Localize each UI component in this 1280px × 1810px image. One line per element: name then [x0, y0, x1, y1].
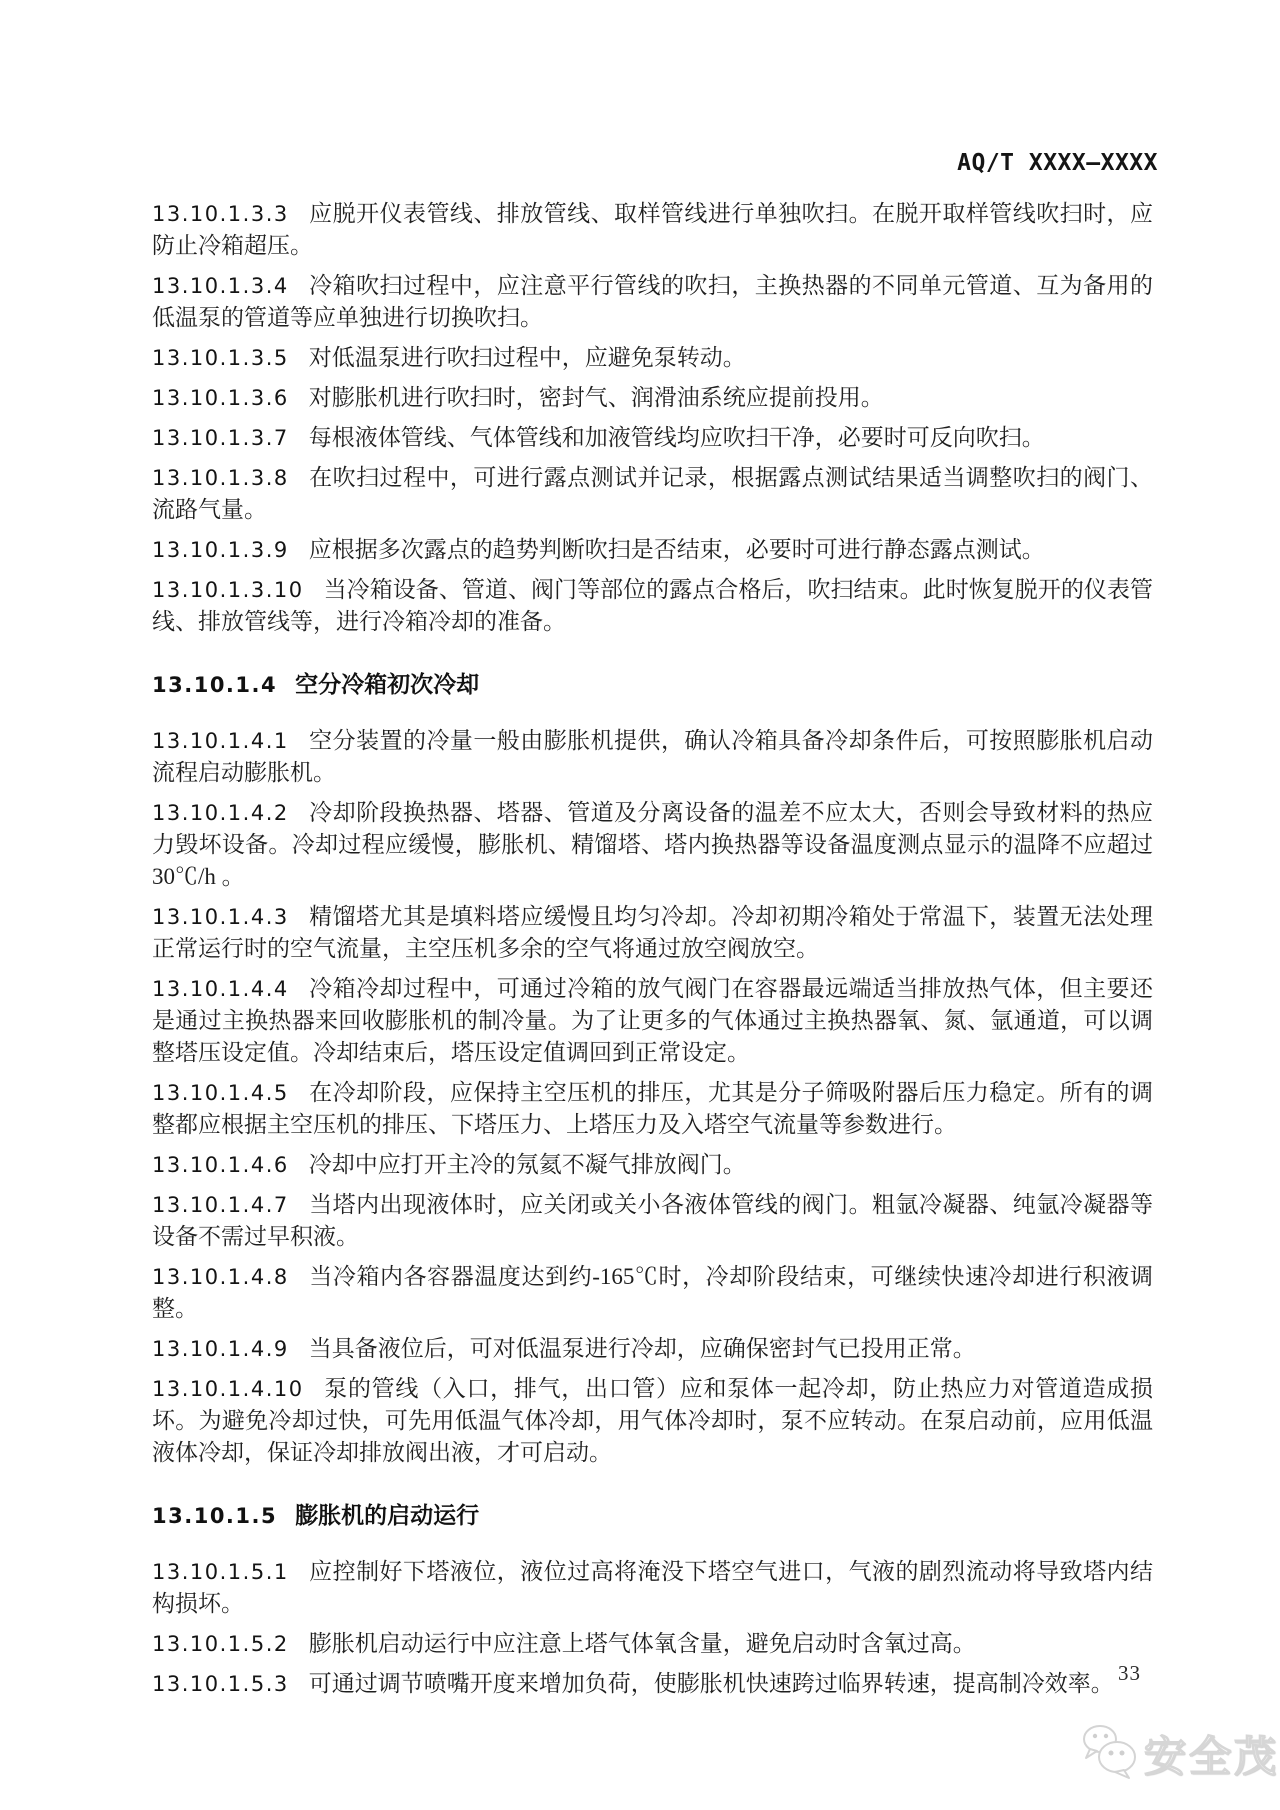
clause-text: 应根据多次露点的趋势判断吹扫是否结束，必要时可进行静态露点测试。 — [308, 537, 1045, 562]
clause-text: 当冷箱内各容器温度达到约-165℃时，冷却阶段结束，可继续快速冷却进行积液调整。 — [152, 1264, 1153, 1321]
clause-paragraph — [152, 1261, 1153, 1325]
clause-paragraph — [152, 574, 1153, 638]
clause-text: 冷却中应打开主冷的氖氦不凝气排放阀门。 — [308, 1152, 746, 1177]
clause-number: 13.10.1.4.1 — [152, 729, 289, 753]
clause-text: 在冷却阶段，应保持主空压机的排压，尤其是分子筛吸附器后压力稳定。所有的调整都应根据主空压机的排压、下塔压力、上塔压力及入塔空气流量等参数进行。 — [152, 1080, 1153, 1137]
watermark — [1080, 1722, 1279, 1785]
clause-number: 13.10.1.3.7 — [152, 426, 289, 450]
clause-text: 冷却阶段换热器、塔器、管道及分离设备的温差不应太大，否则会导致材料的热应力毁坏设备。冷却过程应缓慢，膨胀机、精馏塔、塔内换热器等设备温度测点显示的温降不应超过 30℃/h 。 — [152, 800, 1153, 889]
clause-paragraph — [152, 1077, 1153, 1141]
clause-text: 应控制好下塔液位，液位过高将淹没下塔空气进口，气液的剧烈流动将导致塔内结构损坏。 — [152, 1559, 1153, 1616]
clause-text: 精馏塔尤其是填料塔应缓慢且均匀冷却。冷却初期冷箱处于常温下，装置无法处理正常运行时的空气流量，主空压机多余的空气将通过放空阀放空。 — [152, 904, 1153, 961]
clause-paragraph — [152, 270, 1153, 334]
clause-paragraph — [152, 382, 1153, 414]
clause-number: 13.10.1.4.5 — [152, 1081, 289, 1105]
clause-paragraph — [152, 797, 1153, 893]
clause-text: 冷箱冷却过程中，可通过冷箱的放气阀门在容器最远端适当排放热气体，但主要还是通过主换热器来回收膨胀机的制冷量。为了让更多的气体通过主换热器氧、氮、氩通道，可以调整塔压设定值。冷却结束后，塔压设定值调回到正常设定。 — [152, 976, 1153, 1065]
clause-text: 每根液体管线、气体管线和加液管线均应吹扫干净，必要时可反向吹扫。 — [308, 425, 1045, 450]
clause-text: 对低温泵进行吹扫过程中，应避免泵转动。 — [308, 345, 746, 370]
clause-paragraph — [152, 901, 1153, 965]
clause-paragraph — [152, 422, 1153, 454]
section-number: 13.10.1.5 — [152, 1504, 278, 1528]
clause-text: 当具备液位后，可对低温泵进行冷却，应确保密封气已投用正常。 — [308, 1336, 976, 1361]
clause-text: 泵的管线（入口，排气，出口管）应和泵体一起冷却，防止热应力对管道造成损坏。为避免冷却过快，可先用低温气体冷却，用气体冷却时，泵不应转动。在泵启动前，应用低温液体冷却，保证冷却排放阀出液，才可启动。 — [152, 1376, 1153, 1465]
clause-paragraph — [152, 1668, 1153, 1700]
clause-paragraph — [152, 1333, 1153, 1365]
section-heading — [152, 1499, 1153, 1532]
clause-text: 在吹扫过程中，可进行露点测试并记录，根据露点测试结果适当调整吹扫的阀门、流路气量。 — [152, 465, 1153, 522]
clause-text: 空分装置的冷量一般由膨胀机提供，确认冷箱具备冷却条件后，可按照膨胀机启动流程启动膨胀机。 — [152, 728, 1153, 785]
clause-text: 可通过调节喷嘴开度来增加负荷，使膨胀机快速跨过临界转速，提高制冷效率。 — [308, 1671, 1114, 1696]
clause-number: 13.10.1.5.1 — [152, 1560, 289, 1584]
clause-text: 冷箱吹扫过程中，应注意平行管线的吹扫，主换热器的不同单元管道、互为备用的低温泵的管道等应单独进行切换吹扫。 — [152, 273, 1153, 330]
clause-paragraph — [152, 1373, 1153, 1469]
clause-paragraph — [152, 725, 1153, 789]
clause-number: 13.10.1.4.4 — [152, 977, 289, 1001]
clause-paragraph — [152, 462, 1153, 526]
clause-text: 当塔内出现液体时，应关闭或关小各液体管线的阀门。粗氩冷凝器、纯氩冷凝器等设备不需过早积液。 — [152, 1192, 1153, 1249]
clause-paragraph — [152, 198, 1153, 262]
clause-number: 13.10.1.5.2 — [152, 1632, 289, 1656]
clause-number: 13.10.1.4.6 — [152, 1153, 289, 1177]
clause-number: 13.10.1.4.2 — [152, 801, 289, 825]
clause-paragraph — [152, 534, 1153, 566]
clause-number: 13.10.1.3.4 — [152, 274, 289, 298]
header-doc-code: AQ/T XXXX—XXXX — [957, 150, 1158, 176]
clause-number: 13.10.1.4.8 — [152, 1265, 289, 1289]
clause-number: 13.10.1.4.3 — [152, 905, 289, 929]
clause-number: 13.10.1.3.5 — [152, 346, 289, 370]
watermark-text: 安全茂 — [1144, 1732, 1280, 1780]
clause-text: 膨胀机启动运行中应注意上塔气体氧含量，避免启动时含氧过高。 — [308, 1631, 976, 1656]
section-heading — [152, 668, 1153, 701]
clause-number: 13.10.1.3.9 — [152, 538, 289, 562]
section-title: 空分冷箱初次冷却 — [295, 671, 480, 697]
clause-number: 13.10.1.4.7 — [152, 1193, 289, 1217]
clause-number: 13.10.1.3.3 — [152, 202, 289, 226]
clause-number: 13.10.1.4.10 — [152, 1377, 304, 1401]
clause-paragraph — [152, 1149, 1153, 1181]
clause-number: 13.10.1.4.9 — [152, 1337, 289, 1361]
clause-paragraph — [152, 342, 1153, 374]
clause-text: 对膨胀机进行吹扫时，密封气、润滑油系统应提前投用。 — [308, 385, 884, 410]
clause-paragraph — [152, 1628, 1153, 1660]
clause-text: 当冷箱设备、管道、阀门等部位的露点合格后，吹扫结束。此时恢复脱开的仪表管线、排放管线等，进行冷箱冷却的准备。 — [152, 577, 1153, 634]
section-title: 膨胀机的启动运行 — [295, 1502, 480, 1528]
page-number: 33 — [1118, 1661, 1141, 1685]
clause-paragraph — [152, 1189, 1153, 1253]
wechat-logo-icon — [1080, 1722, 1140, 1785]
section-number: 13.10.1.4 — [152, 673, 278, 697]
clause-number: 13.10.1.3.10 — [152, 578, 304, 602]
clause-number: 13.10.1.3.8 — [152, 466, 289, 490]
clause-paragraph — [152, 1556, 1153, 1620]
clause-paragraph — [152, 973, 1153, 1069]
clause-number: 13.10.1.3.6 — [152, 386, 289, 410]
document-body — [152, 190, 1153, 1708]
clause-number: 13.10.1.5.3 — [152, 1672, 289, 1696]
clause-text: 应脱开仪表管线、排放管线、取样管线进行单独吹扫。在脱开取样管线吹扫时，应防止冷箱超压。 — [152, 201, 1153, 258]
